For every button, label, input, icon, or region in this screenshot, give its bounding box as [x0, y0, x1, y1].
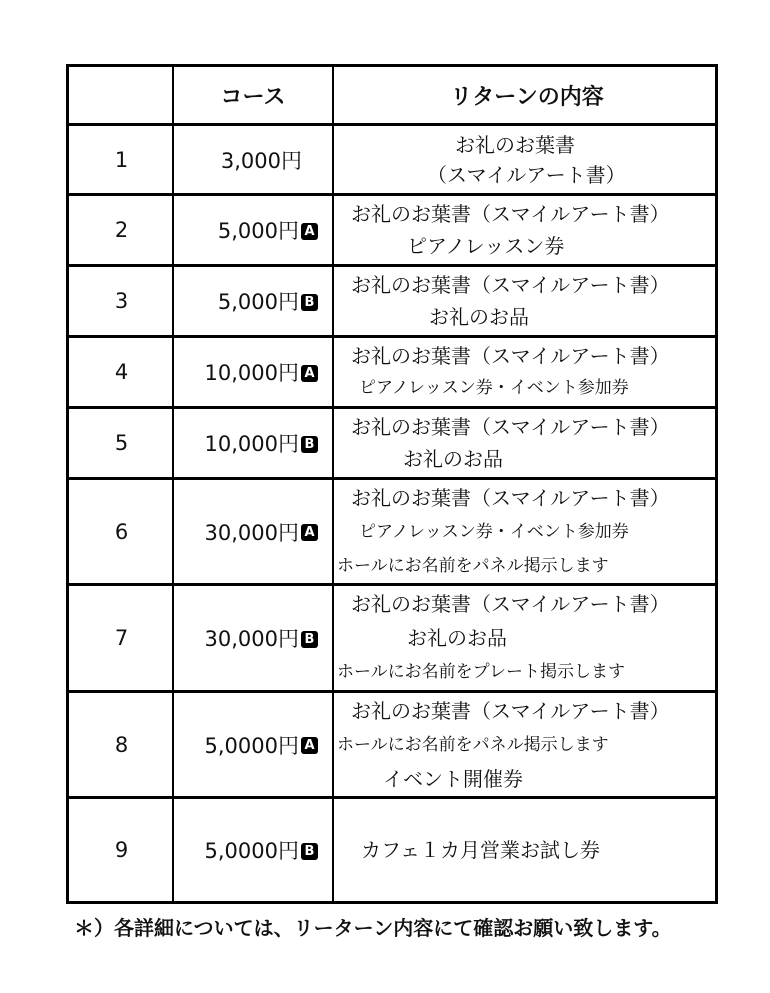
return-line: ピアノレッスン券	[407, 234, 565, 258]
return-line: ホールにお名前をプレート掲示します	[337, 662, 625, 682]
return-line: （スマイルアート書）	[427, 162, 626, 187]
return-line: カフェ１カ月営業お試し券	[361, 838, 600, 862]
returns-table	[66, 64, 718, 904]
row-number: 5	[114, 431, 129, 455]
row-number: 9	[114, 838, 129, 862]
price-text: 5,0000円	[204, 733, 299, 758]
row-number: 1	[114, 147, 129, 172]
return-contents	[335, 126, 770, 193]
price-text: 30,000円	[204, 520, 299, 545]
return-contents	[335, 338, 719, 406]
price-text: 10,000円	[204, 432, 299, 456]
return-contents	[335, 693, 719, 796]
badge-a-icon: A	[301, 223, 318, 240]
row-number: 6	[114, 519, 129, 544]
header-returns: リターンの内容	[450, 84, 604, 110]
badge-b-icon: B	[301, 294, 318, 311]
row-number: 7	[114, 626, 129, 650]
footnote: ＊）各詳細については、リーターン内容にて確認お願い致します。	[74, 916, 672, 940]
return-contents	[335, 196, 719, 264]
return-line: お礼のお葉書（スマイルアート書）	[351, 592, 670, 616]
price-text: 5,000円	[217, 219, 299, 243]
return-line: お礼のお葉書（スマイルアート書）	[351, 202, 670, 226]
course-price	[174, 126, 334, 193]
badge-b-icon: B	[301, 436, 318, 453]
price-text: 30,000円	[204, 627, 299, 651]
return-line: ホールにお名前をパネル掲示します	[337, 734, 609, 755]
return-line: ホールにお名前をパネル掲示します	[337, 555, 609, 576]
return-line: お礼のお葉書（スマイルアート書）	[351, 415, 670, 439]
row-number: 3	[114, 289, 129, 313]
return-line: お礼のお葉書（スマイルアート書）	[351, 344, 670, 368]
badge-b-icon: B	[301, 843, 318, 860]
return-line: お礼のお葉書（スマイルアート書）	[351, 273, 670, 297]
return-line: イベント開催券	[383, 766, 523, 791]
row-number: 4	[114, 360, 129, 384]
return-contents	[335, 586, 719, 690]
course-price	[174, 799, 334, 901]
price-text: 5,000円	[217, 290, 299, 314]
return-line: お礼のお葉書（スマイルアート書）	[351, 485, 670, 510]
price-text: 3,000円	[220, 148, 302, 173]
course-price	[174, 267, 334, 335]
course-price	[174, 693, 334, 796]
return-line: お礼のお品	[403, 447, 503, 471]
badge-a-icon: A	[301, 365, 318, 382]
badge-a-icon: A	[301, 737, 318, 754]
price-text: 5,0000円	[204, 839, 299, 863]
header-course: コース	[220, 84, 286, 110]
course-price	[174, 480, 334, 583]
return-line: ピアノレッスン券・イベント参加券	[359, 378, 629, 398]
badge-b-icon: B	[301, 631, 318, 648]
return-line: お礼のお品	[429, 305, 529, 329]
return-contents	[335, 409, 719, 477]
return-line: ピアノレッスン券・イベント参加券	[359, 521, 629, 542]
course-price	[174, 338, 334, 406]
badge-a-icon: A	[301, 524, 318, 541]
course-price	[174, 409, 334, 477]
course-price	[174, 586, 334, 690]
return-line: お礼のお葉書	[455, 132, 575, 157]
return-contents	[335, 480, 719, 583]
return-contents	[335, 267, 719, 335]
row-number: 2	[114, 218, 129, 242]
price-text: 10,000円	[204, 361, 299, 385]
return-line: お礼のお品	[407, 626, 507, 650]
course-price	[174, 196, 334, 264]
row-number: 8	[114, 732, 129, 757]
return-contents	[335, 799, 719, 901]
return-line: お礼のお葉書（スマイルアート書）	[351, 698, 670, 723]
